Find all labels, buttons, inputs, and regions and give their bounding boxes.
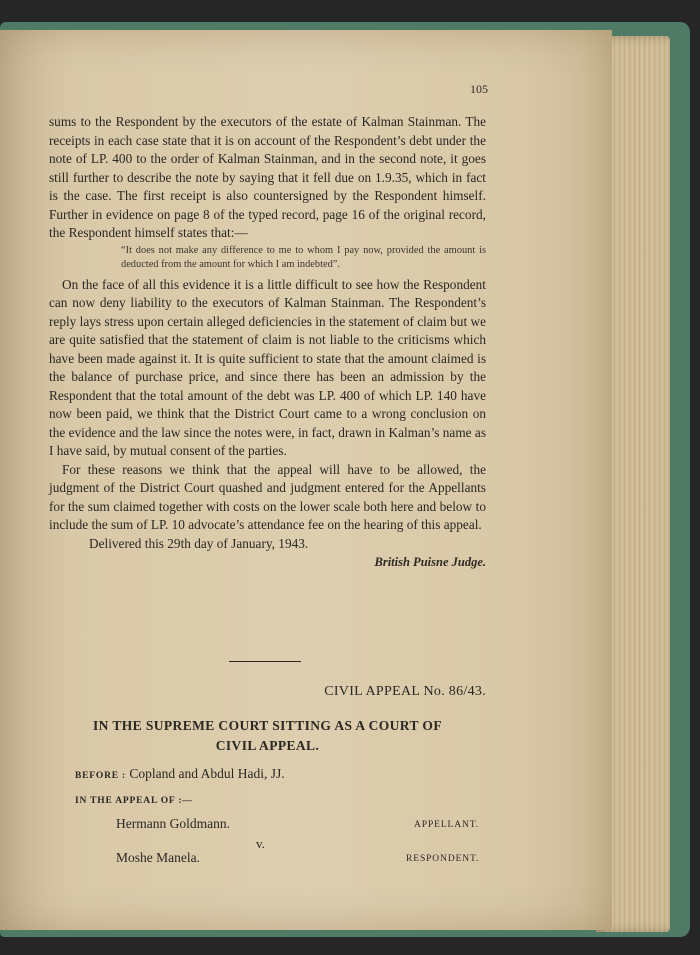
judgment-text — [49, 113, 486, 571]
before-label: BEFORE : — [75, 771, 127, 781]
paragraph-3: For these reasons we think that the appeal will have to be allowed, the judgment of the District Court quashed and judgment entered for the Appellants for the sum claimed together with costs on the lower scale both here and below to include the sum of LP. 10 advocate’s attendance fee on the hearing of this appeal. — [49, 461, 486, 532]
court-heading-line-1: IN THE SUPREME COURT SITTING AS A COURT OF — [93, 718, 442, 733]
judges-names: Copland and Abdul Hadi, JJ. — [129, 766, 285, 781]
paragraph-2: On the face of all this evidence it is a little difficult to see how the Respondent can now deny liability to the executors of Kalman Stainman. The Respondent’s reply lays stress upon certain alleged deficiencies in the statement of claim but we are quite satisfied that the statement of claim is not liable to the criticisms which have been made against it. It is quite sufficient to state that the amount claimed is the balance of purchase price, and since there has been an admission by the Respondent that the total amount of the debt was LP. 400 of which LP. 140 have now been paid, we think that the District Court came to a wrong conclusion on the evidence and the law since the notes were, in fact, drawn in Kalman’s name as I have said, by mutual consent of the parties. — [49, 276, 486, 458]
court-heading-line-2: CIVIL APPEAL. — [215, 738, 320, 753]
court-heading — [49, 716, 486, 756]
appeal-number: CIVIL APPEAL No. 86/43. — [324, 684, 486, 699]
quoted-statement: “It does not make any difference to me to whom I pay now, provided the amount is deducted from the amount for which I am indebted”. — [121, 244, 486, 270]
judge-signature: British Puisne Judge. — [374, 555, 486, 569]
delivery-date: Delivered this 29th day of January, 1943. — [89, 535, 309, 551]
appellant-role: APPELLANT. — [414, 820, 480, 830]
paragraph-1: sums to the Respondent by the executors of the estate of Kalman Stainman. The receipts in each case state that it is on account of the Respondent’s debt under the note of LP. 400 to the order of Kalman Stainman, and in the second note, it goes still further to describe the note by saying that it fell due on 1.9.35, which in fact is the case. The first receipt is also countersigned by the Respondent himself. Further in evidence on page 8 of the typed record, page 16 of the original record, the Respondent himself states that:— — [49, 114, 486, 240]
page-number: 105 — [470, 82, 488, 96]
respondent-role: RESPONDENT. — [406, 854, 480, 864]
bench-line — [75, 766, 285, 782]
respondent-name: Moshe Manela. — [116, 850, 200, 865]
appellant-name: Hermann Goldmann. — [116, 816, 230, 831]
section-divider — [229, 661, 301, 662]
versus: v. — [256, 836, 265, 851]
in-appeal-label: IN THE APPEAL OF :— — [75, 796, 193, 806]
